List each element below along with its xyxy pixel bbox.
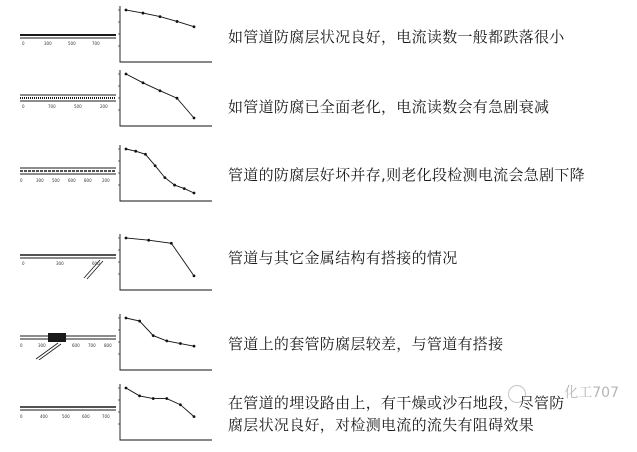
pipe-schematic xyxy=(18,402,118,428)
pipe-drawing xyxy=(18,402,118,424)
current-chart xyxy=(112,143,216,209)
current-reading-point xyxy=(170,242,173,245)
current-decay-line xyxy=(126,388,194,417)
watermark-logo xyxy=(508,385,526,403)
pipe-drawing xyxy=(18,90,118,112)
pipe-schematic xyxy=(18,28,118,54)
current-decay-line xyxy=(126,318,194,346)
current-reading-point xyxy=(142,12,145,15)
pipe-tick: 300 xyxy=(36,178,44,183)
pipe-tick: 300 xyxy=(44,41,52,46)
current-decay-line xyxy=(126,10,194,27)
current-reading-point xyxy=(142,81,145,84)
current-decay-line xyxy=(126,149,194,193)
pipe-tick: 500 xyxy=(62,414,70,419)
pipe-tick: 800 xyxy=(104,343,112,348)
pipe-tick: 0 xyxy=(20,414,23,419)
current-reading-point xyxy=(144,153,147,156)
case-caption: 在管道的埋设路由上，有干燥或沙石地段，尽管防 腐层状况良好，对检测电流的流失有阻碍效果 xyxy=(228,394,565,434)
current-chart xyxy=(112,382,216,448)
pipe-drawing xyxy=(18,250,118,280)
current-reading-point xyxy=(125,237,128,240)
current-reading-point xyxy=(179,342,182,345)
pipe-drawing xyxy=(18,330,118,360)
current-reading-point xyxy=(176,97,179,100)
chart-axes xyxy=(120,145,212,201)
current-chart-svg xyxy=(112,4,216,70)
current-reading-point xyxy=(193,117,196,120)
case-caption: 如管道防腐已全面老化，电流读数会有急剧衰减 xyxy=(228,98,550,116)
current-reading-point xyxy=(125,73,128,76)
current-reading-point xyxy=(125,148,128,151)
pipe-tick: 200 xyxy=(100,104,108,109)
current-reading-point xyxy=(165,397,168,400)
pipe-tick: 700 xyxy=(92,41,100,46)
casing-sleeve xyxy=(48,333,66,342)
current-reading-point xyxy=(193,415,196,418)
pipe-tick: 700 xyxy=(102,414,110,419)
case-caption: 如管道防腐层状况良好，电流读数一般都跌落很小 xyxy=(228,28,565,46)
case-caption: 管道的防腐层好坏并存,则老化段检测电流会急剧下降 xyxy=(228,166,585,184)
current-chart xyxy=(112,68,216,134)
pipe-tick: 400 xyxy=(40,414,48,419)
pipe-tick: 600 xyxy=(68,178,76,183)
current-reading-point xyxy=(147,239,150,242)
current-reading-point xyxy=(159,89,162,92)
pipe-tick: 0 xyxy=(20,178,23,183)
pipe-schematic xyxy=(18,330,118,364)
current-reading-point xyxy=(138,320,141,323)
pipe-tick: 500 xyxy=(74,104,82,109)
pipe-schematic xyxy=(18,90,118,116)
current-reading-point xyxy=(193,274,196,277)
current-reading-point xyxy=(176,20,179,23)
current-chart xyxy=(112,4,216,70)
current-reading-point xyxy=(183,187,186,190)
current-reading-point xyxy=(163,176,166,179)
current-reading-point xyxy=(152,397,155,400)
pipe-tick: 0 xyxy=(22,41,25,46)
current-chart-svg xyxy=(112,232,216,298)
pipe-drawing xyxy=(18,164,118,186)
current-reading-point xyxy=(152,334,155,337)
pipe-tick: 500 xyxy=(52,178,60,183)
current-decay-line xyxy=(126,74,194,118)
current-reading-point xyxy=(138,395,141,398)
current-reading-point xyxy=(154,164,157,167)
current-reading-point xyxy=(159,15,162,18)
current-reading-point xyxy=(173,184,176,187)
pipe-tick: 800 xyxy=(84,178,92,183)
case-caption: 管道与其它金属结构有搭接的情况 xyxy=(228,249,458,267)
pipe-tick: 200 xyxy=(102,178,110,183)
current-chart xyxy=(112,312,216,378)
pipe-drawing xyxy=(18,28,118,50)
watermark-text: 化工707 xyxy=(564,385,619,401)
pipe-tick: 300 xyxy=(38,343,46,348)
pipe-tick: 600 xyxy=(92,261,100,266)
pipe-schematic xyxy=(18,250,118,284)
current-reading-point xyxy=(193,25,196,28)
current-reading-point xyxy=(193,192,196,195)
chart-axes xyxy=(120,6,212,62)
current-reading-point xyxy=(165,339,168,342)
current-chart-svg xyxy=(112,382,216,448)
pipe-tick: 300 xyxy=(56,261,64,266)
pipe-tick: 600 xyxy=(72,343,80,348)
current-reading-point xyxy=(125,9,128,12)
current-chart-svg xyxy=(112,68,216,134)
case-caption: 管道上的套管防腐层较差，与管道有搭接 xyxy=(228,335,504,353)
current-reading-point xyxy=(125,317,128,320)
pipe-tick: 0 xyxy=(22,261,25,266)
current-reading-point xyxy=(193,345,196,348)
pipe-tick: 500 xyxy=(68,41,76,46)
current-chart-svg xyxy=(112,143,216,209)
current-chart-svg xyxy=(112,312,216,378)
pipe-tick: 0 xyxy=(22,104,25,109)
current-reading-point xyxy=(125,387,128,390)
pipe-schematic xyxy=(18,164,118,190)
pipe-tick: 600 xyxy=(82,414,90,419)
current-chart xyxy=(112,232,216,298)
pipe-tick: 700 xyxy=(48,104,56,109)
pipe-tick: 700 xyxy=(88,343,96,348)
current-reading-point xyxy=(179,403,182,406)
current-reading-point xyxy=(134,150,137,153)
pipe-tick: 0 xyxy=(20,343,23,348)
current-decay-line xyxy=(126,238,194,276)
